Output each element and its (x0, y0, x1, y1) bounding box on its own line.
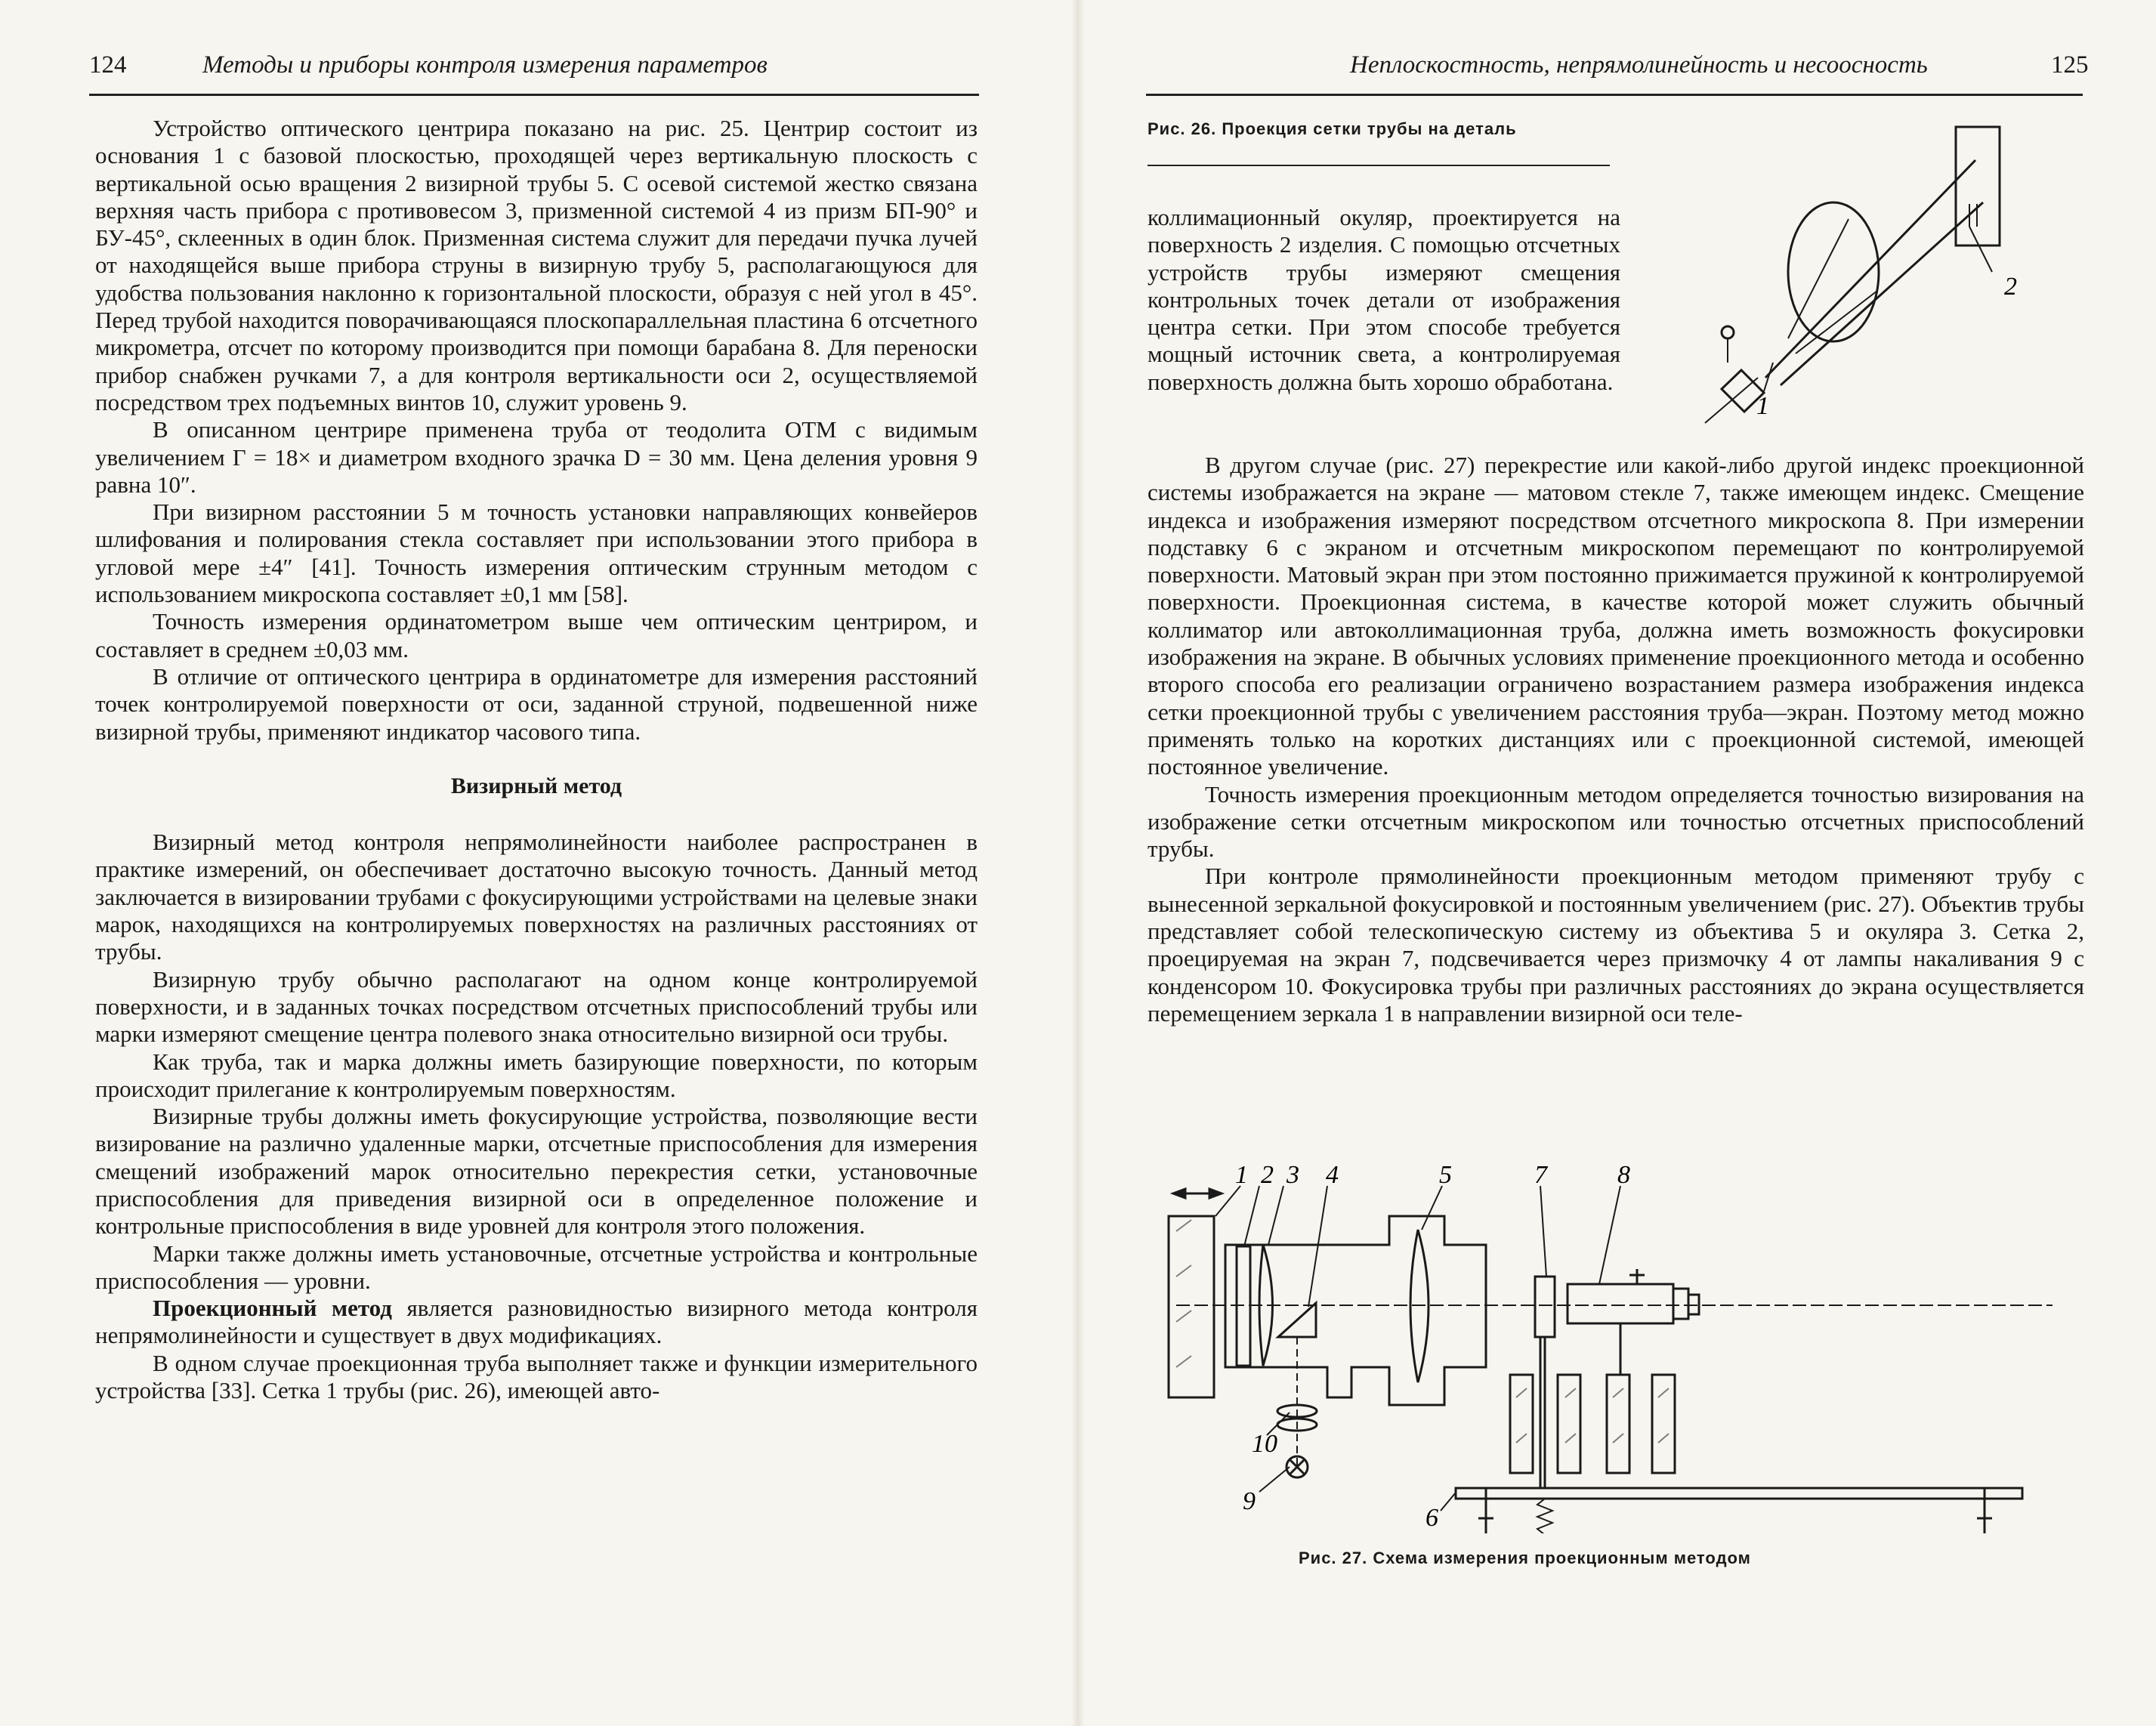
paragraph: Визирный метод контроля непрямолинейности наиболее распространен в практике измерений, он обеспечивает достаточно высокую точность. Данный метод заключается в визировании трубами с фокусирующими устройствами на целевые знаки марок, находящихся на контролируемых поверхностях на различных расстояниях от трубы. (95, 829, 978, 965)
paragraph: Как труба, так и марка должны иметь базирующие поверхности, по которым происходит прилегание к контролируемым поверхностям. (95, 1048, 978, 1102)
paragraph: В отличие от оптического центрира в ординатометре для измерения расстояний точек контролируемой поверхности от оси, заданной струной, подвешенной ниже визирной трубы, применяют индикатор часового типа. (95, 662, 978, 745)
section-title: Визирный метод (450, 773, 622, 798)
page-number-left: 124 (89, 51, 127, 79)
objective-lens (1788, 202, 1879, 341)
fig27-label: 3 (1286, 1161, 1299, 1189)
prism-4 (1278, 1303, 1316, 1337)
paragraph: В описанном центрире применена труба от теодолита ОТМ с видимым увеличением Г = 18× и диаметром входного зрачка D = 30 мм. Цена деления уровня 9 равна 10″. (95, 416, 978, 498)
stand-6 (1456, 1488, 2022, 1499)
lamp (1722, 326, 1734, 338)
fig26-caption: Рис. 26. Проекция сетки трубы на деталь (1147, 119, 1517, 138)
left-running-header (89, 48, 981, 91)
fig27-caption: Рис. 27. Схема измерения проекционным методом (1299, 1548, 1751, 1567)
fig27-label: 2 (1261, 1161, 1274, 1189)
fig27-label: 6 (1425, 1504, 1438, 1532)
paragraph: Визирные трубы должны иметь фокусирующие устройства, позволяющие вести визирование на различно удаленные марки, отсчетные приспособления для измерения смещений изображений марок относительно перекрестия сетки, установочные приспособления для приведения визирной оси в определенное положение и контрольные приспособления в виде уровней для контроля этого положения. (95, 1103, 978, 1240)
right-running-header (1154, 48, 2090, 91)
guide-left (1510, 1375, 1533, 1473)
mirror-1 (1169, 1216, 1214, 1397)
fig27-label: 10 (1252, 1430, 1277, 1458)
paragraph: В одном случае проекционная труба выполняет также и функции измерительного устройства [33]. Сетка 1 трубы (рис. 26), имеющей авто- (95, 1349, 978, 1404)
fig26-label: 1 (1756, 392, 1769, 420)
fig27-label: 9 (1243, 1487, 1256, 1515)
page-number-right: 125 (2051, 51, 2089, 79)
fig26-caption-rule (1147, 165, 1610, 166)
left-text-column (95, 115, 978, 1404)
figure-27-scheme-diagram (1154, 1156, 2060, 1533)
header-rule-left (89, 94, 979, 96)
figure-26-projection-diagram (1675, 113, 2060, 431)
right-page (1078, 0, 2156, 1726)
paragraph: Марки также должны иметь установочные, отсчетные устройства и контрольные приспособления — уровни. (95, 1240, 978, 1294)
microscope-8 (1568, 1284, 1673, 1323)
paragraph-rest: является разновидностью визирного метода контроля непрямолинейности и существует в двух модификациях. (95, 1295, 978, 1349)
paragraph: Устройство оптического центрира показано на рис. 25. Центрир состоит из основания 1 с базовой плоскостью, проходящей через вертикальную плоскость с вертикальной осью вращения 2 визирной трубы 5. С осевой системой жестко связана верхняя часть прибора с противовесом 3, призменной системой 4 из призм БП-90° и БУ-45°, склеенных в один блок. Призменная система служит для передачи пучка лучей от находящейся выше прибора струны в визирную трубу 5, располагающуюся для удобства пользования наклонно к горизонтальной плоскости, образуя с ней угол в 45°. Перед трубой находится поворачивающаяся плоскопараллельная пластина 6 отсчетного микрометра, отсчет по которому производится при помощи барабана 8. Для переноски прибор снабжен ручками 7, а для контроля вертикальности оси 2, осуществляемой посредством трех подъемных винтов 10, служит уровень 9. (95, 115, 978, 415)
header-rule-right (1146, 94, 2083, 96)
paragraph: Точность измерения ординатометром выше чем оптическим центриром, и составляет в среднем ±0,03 мм. (95, 608, 978, 662)
spring (1537, 1499, 1552, 1533)
fig27-label: 4 (1326, 1161, 1339, 1189)
running-head-left: Методы и приборы контроля измерения параметров (202, 51, 768, 79)
paragraph-projection-method (95, 1295, 978, 1350)
paragraph-wrap: коллимационный окуляр, проектируется на поверхность 2 изделия. С помощью отсчетных устройств трубы измеряют смещения контрольных точек детали от изображения центра сетки. При этом способе требуется мощный источник света, а контролируемая поверхность должна быть хорошо обработана. (1147, 204, 1620, 395)
tube-housing (1225, 1216, 1486, 1405)
fig27-label: 1 (1235, 1161, 1248, 1189)
fig27-label: 8 (1617, 1161, 1630, 1189)
paragraph: В другом случае (рис. 27) перекрестие или какой-либо другой индекс проекционной системы изображается на экране — матовом стекле 7, также имеющем индекс. Смещение индекса и изображения измеряют посредством отсчетного микроскопа 8. При измерении подставку 6 с экраном и отсчетным микроскопом перемещают по контролируемой поверхности. Матовый экран при этом постоянно прижимается пружиной к контролируемой поверхности. Проекционная система, в качестве которой может служить обычный коллиматор или автоколлимационная труба, должна иметь возможность фокусировки изображения на экране. В обычных условиях применение проекционного метода и особенно второго способа его реализации ограничено возрастанием размера изображения индекса сетки проекционной трубы с увеличением расстояния труба—экран. Поэтому метод можно применять только на коротких дистанциях или с проекционной системой, имеющей постоянное увеличение. (1147, 452, 2084, 780)
wrap-text-column (1147, 204, 1620, 396)
detail-surface (1956, 127, 2000, 245)
fig27-label: 7 (1534, 1161, 1547, 1189)
running-head-right: Неплоскостность, непрямолинейность и несоосность (1350, 51, 1928, 79)
fig26-label: 2 (2004, 273, 2017, 301)
paragraph: Визирную трубу обычно располагают на одном конце контролируемой поверхности, и в заданных точках посредством отсчетных приспособлений трубы или марки измеряют смещение центра полевого знака относительно визирной оси трубы. (95, 965, 978, 1048)
right-text-column (1147, 452, 2084, 1027)
paragraph: При контроле прямолинейности проекционным методом применяют трубу с вынесенной зеркальной фокусировкой и постоянным увеличением (рис. 27). Объектив трубы представляет собой телескопическую систему из объектива 5 и окуляра 3. Сетка 2, проецируемая на экран 7, подсвечивается через призмочку 4 от лампы накаливания 9 с конденсором 10. Фокусировка трубы при различных расстояниях до экрана осуществляется перемещением зеркала 1 в направлении визирной оси теле- (1147, 863, 2084, 1027)
guide-right (1607, 1375, 1629, 1473)
paragraph: Точность измерения проекционным методом определяется точностью визирования на изображение сетки отсчетным микроскопом или точностью отсчетных приспособлений трубы. (1147, 780, 2084, 863)
screen-7 (1535, 1277, 1555, 1337)
bold-term: Проекционный метод (153, 1295, 392, 1322)
paragraph: При визирном расстоянии 5 м точность установки направляющих конвейеров шлифования и полирования стекла составляет при использовании этого прибора в угловой мере ±4″ [41]. Точность измерения оптическим струнным методом с использованием микроскопа составляет ±0,1 мм [58]. (95, 499, 978, 608)
fig27-label: 5 (1439, 1161, 1452, 1189)
